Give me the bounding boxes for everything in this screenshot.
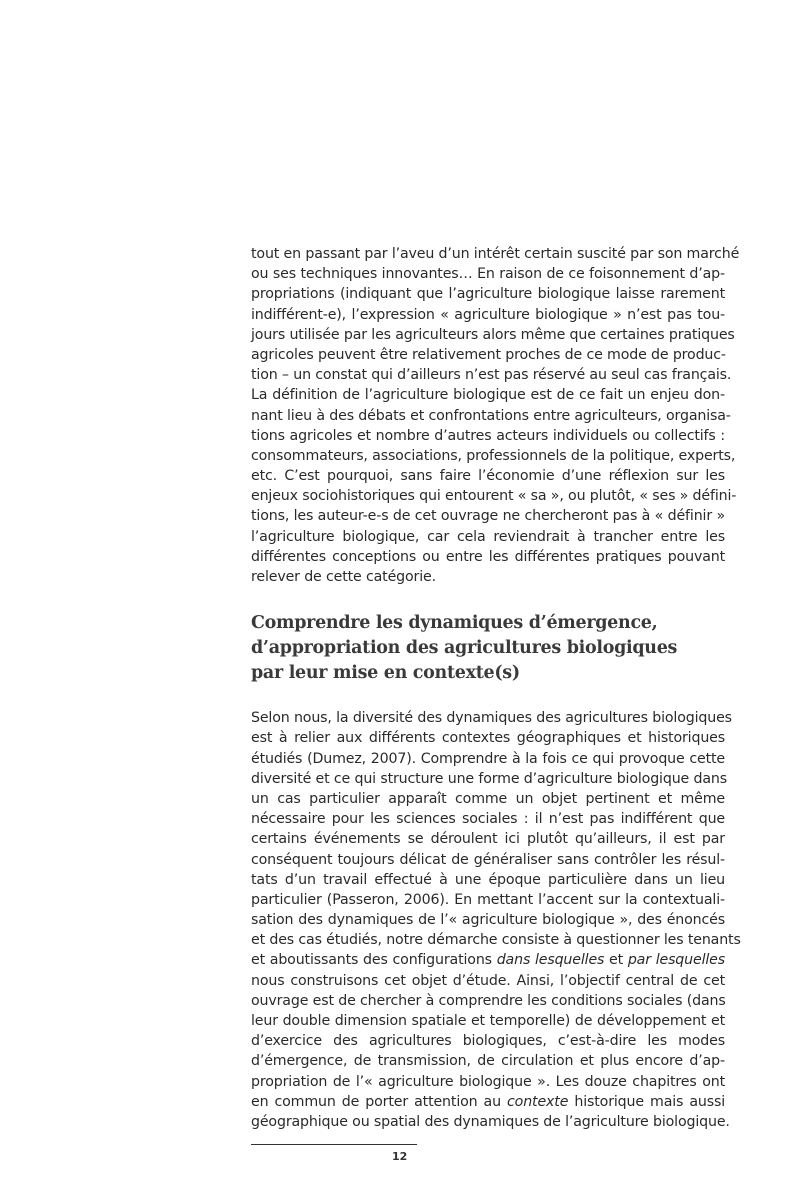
text-line: [251, 385, 725, 405]
text-line: [251, 789, 725, 809]
text-line: [251, 890, 725, 910]
text-segment: ou ses techniques innovantes… En raison de ce foisonnement d’ap-: [251, 266, 725, 283]
text-segment: La définition de l’agriculture biologique est de ce fait un enjeu don-: [251, 387, 725, 404]
text-segment: etc. C’est pourquoi, sans faire l’économie d’une réflexion sur les: [251, 468, 725, 485]
italic-text: contexte: [507, 1093, 569, 1110]
text-line: [251, 486, 737, 506]
heading-line: d’appropriation des agricultures biologiques: [251, 638, 678, 659]
paragraph-intro: [251, 244, 740, 587]
text-line: [251, 910, 725, 930]
text-segment: relever de cette catégorie.: [251, 569, 436, 585]
text-line: [251, 305, 725, 325]
text-line: [251, 971, 725, 991]
text-line: [251, 1112, 730, 1132]
text-line: [251, 527, 725, 547]
text-segment: étudiés (Dumez, 2007). Comprendre à la fois ce qui provoque cette: [251, 750, 725, 767]
text-line: [251, 769, 725, 789]
text-line: [251, 1051, 725, 1071]
text-segment: indifférent-e), l’expression « agriculture biologique » n’est pas tou-: [251, 306, 725, 323]
footnote-rule: [251, 1144, 417, 1145]
text-line: [251, 567, 725, 587]
text-segment: propriations (indiquant que l’agriculture biologique laisse rarement: [251, 286, 725, 303]
text-segment: tion – un constat qui d’ailleurs n’est pas réservé au seul cas français.: [251, 367, 732, 384]
italic-text: par lesquelles: [627, 952, 725, 969]
text-segment: nous construisons cet objet d’étude. Ainsi, l’objectif central de cet: [251, 972, 725, 989]
text-segment: géographique ou spatial des dynamiques de l’agriculture biologique.: [251, 1113, 730, 1130]
text-line: [251, 466, 725, 486]
text-segment: et: [604, 952, 628, 969]
text-segment: nécessaire pour les sciences sociales : il n’est pas indifférent que: [251, 811, 725, 828]
text-line: [251, 829, 725, 849]
text-line: [251, 850, 725, 870]
text-line: [251, 264, 725, 284]
italic-text: dans lesquelles: [496, 952, 605, 969]
text-segment: et aboutissants des configurations: [251, 952, 497, 969]
text-segment: leur double dimension spatiale et temporelle) de développement et: [251, 1013, 725, 1029]
text-segment: diversité et ce qui structure une forme d’agriculture biologique dans: [251, 770, 727, 787]
text-segment: tout en passant par l’aveu d’un intérêt certain suscité par son marché: [251, 246, 740, 262]
text-line: [251, 365, 732, 385]
text-segment: d’exercice des agricultures biologiques, c’est-à-dire les modes: [251, 1033, 725, 1050]
text-segment: Selon nous, la diversité des dynamiques des agricultures biologiques: [251, 710, 732, 727]
text-segment: enjeux sociohistoriques qui entourent « sa », ou plutôt, « ses » défini-: [251, 488, 737, 505]
text-segment: propriation de l’« agriculture biologique ». Les douze chapitres ont: [251, 1073, 725, 1090]
text-segment: conséquent toujours délicat de généraliser sans contrôler les résul-: [251, 851, 725, 868]
text-segment: l’agriculture biologique, car cela reviendrait à trancher entre les: [251, 528, 725, 545]
text-segment: ouvrage est de chercher à comprendre les conditions sociales (dans: [251, 992, 726, 1009]
page-number: 12: [392, 1150, 408, 1163]
text-segment: en commun de porter attention au: [251, 1093, 508, 1110]
text-segment: jours utilisée par les agriculteurs alors même que certaines pratiques: [251, 326, 735, 343]
text-segment: sation des dynamiques de l’« agriculture biologique », des énoncés: [251, 912, 725, 929]
text-line: [251, 284, 725, 304]
text-line: [251, 728, 725, 748]
text-line: [251, 506, 725, 526]
text-line: [251, 244, 740, 264]
text-segment: consommateurs, associations, professionnels de la politique, experts,: [251, 447, 736, 464]
text-line: [251, 446, 736, 466]
text-line: [251, 345, 725, 365]
text-line: [251, 809, 725, 829]
text-segment: et des cas étudiés, notre démarche consiste à questionner les tenants: [251, 932, 741, 949]
text-line: [251, 1031, 725, 1051]
text-segment: différentes conceptions ou entre les différentes pratiques pouvant: [251, 548, 725, 565]
text-segment: tions, les auteur-e-s de cet ouvrage ne chercheront pas à « définir »: [251, 508, 725, 525]
section-heading: [251, 611, 725, 686]
text-segment: tions agricoles et nombre d’autres acteurs individuels ou collectifs :: [251, 427, 725, 444]
text-line: [251, 325, 735, 345]
heading-line: Comprendre les dynamiques d’émergence,: [251, 613, 658, 634]
text-line: [251, 930, 741, 950]
text-segment: est à relier aux différents contextes géographiques et historiques: [251, 730, 725, 747]
text-segment: particulier (Passeron, 2006). En mettant l’accent sur la contextuali-: [251, 891, 725, 908]
text-line: [251, 406, 731, 426]
text-segment: certains événements se déroulent ici plutôt qu’ailleurs, il est par: [251, 831, 725, 848]
text-line: [251, 991, 725, 1011]
paragraph-section: [251, 708, 741, 1132]
text-line: [251, 1092, 725, 1112]
text-line: [251, 1011, 725, 1031]
text-line: [251, 950, 725, 970]
text-segment: historique mais aussi: [568, 1093, 726, 1110]
text-line: [251, 708, 732, 728]
text-line: [251, 749, 725, 769]
text-segment: un cas particulier apparaît comme un objet pertinent et même: [251, 790, 725, 807]
text-line: [251, 870, 725, 890]
heading-line: par leur mise en contexte(s): [251, 663, 520, 684]
text-segment: nant lieu à des débats et confrontations entre agriculteurs, organisa-: [251, 407, 731, 424]
text-segment: d’émergence, de transmission, de circulation et plus encore d’ap-: [251, 1053, 725, 1070]
text-segment: tats d’un travail effectué à une époque particulière dans un lieu: [251, 871, 725, 888]
text-segment: agricoles peuvent être relativement proches de ce mode de produc-: [251, 346, 726, 363]
text-line: [251, 426, 725, 446]
text-line: [251, 1072, 725, 1092]
page-body: [251, 244, 741, 1132]
text-line: [251, 547, 725, 567]
